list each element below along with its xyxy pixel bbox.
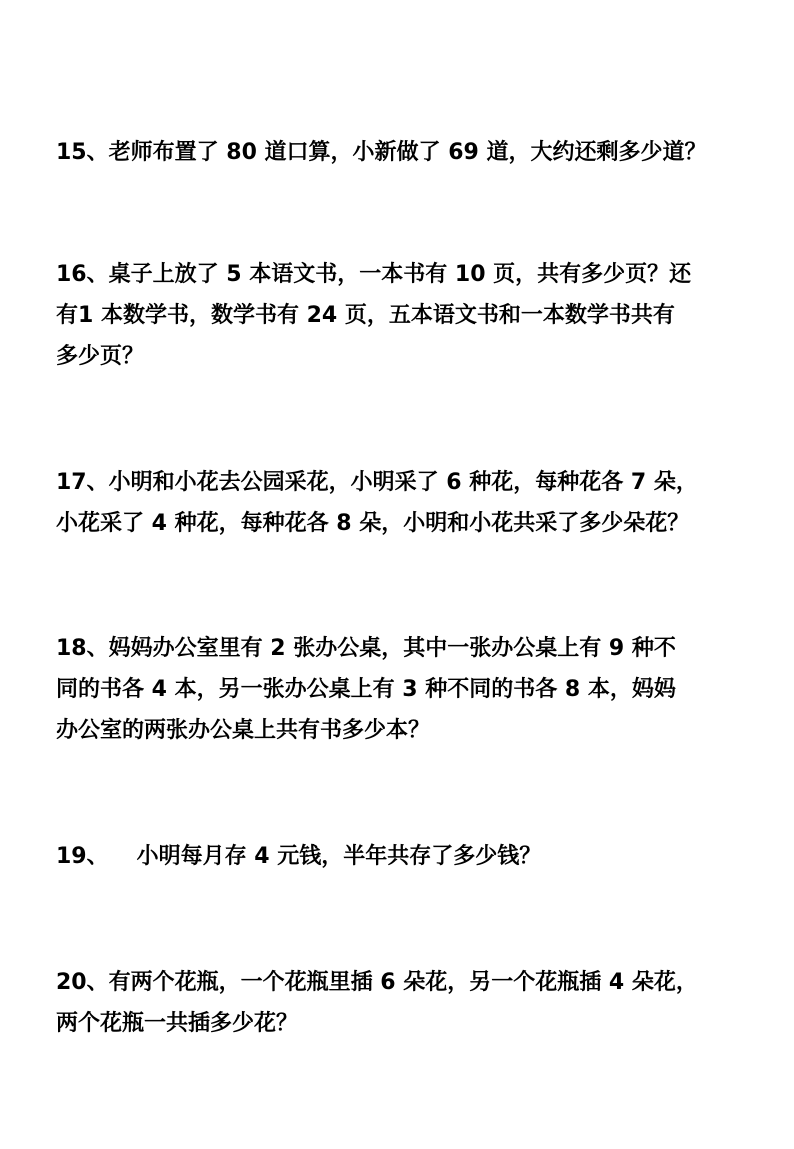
problem-20	[56, 962, 756, 1044]
problem-text: 桌子上放了 5 本语文书，一本书有 10 页，共有多少页？还	[108, 262, 692, 287]
problem-line	[56, 462, 756, 503]
problem-line: 小花采了 4 种花，每种花各 8 朵，小明和小花共采了多少朵花？	[56, 511, 690, 536]
problem-16	[56, 254, 756, 377]
problem-line	[56, 962, 756, 1003]
problem-15	[56, 132, 756, 173]
problem-number: 18、	[56, 636, 109, 661]
problem-line	[56, 628, 756, 669]
problem-17	[56, 462, 756, 544]
problem-18	[56, 628, 756, 751]
problem-text: 小明和小花去公园采花，小明采了 6 种花，每种花各 7 朵，	[108, 470, 698, 495]
problem-line	[56, 836, 756, 877]
problem-line: 有1 本数学书，数学书有 24 页，五本语文书和一本数学书共有	[56, 303, 675, 328]
problem-number: 16、	[56, 262, 109, 287]
problem-text: 妈妈办公室里有 2 张办公桌，其中一张办公桌上有 9 种不	[108, 636, 676, 661]
problem-number: 20、	[56, 970, 109, 995]
problem-line	[56, 132, 756, 173]
problem-line: 同的书各 4 本，另一张办公桌上有 3 种不同的书各 8 本，妈妈	[56, 677, 676, 702]
problem-text: 有两个花瓶，一个花瓶里插 6 朵花，另一个花瓶插 4 朵花，	[108, 970, 698, 995]
problem-number: 17、	[56, 470, 109, 495]
problem-line: 办公室的两张办公桌上共有书多少本？	[56, 718, 431, 743]
problem-line: 两个花瓶一共插多少花？	[56, 1011, 299, 1036]
problem-text: 老师布置了 80 道口算，小新做了 69 道，大约还剩多少道？	[108, 140, 707, 165]
problem-line: 多少页？	[56, 344, 145, 369]
problem-number: 15、	[56, 140, 109, 165]
problem-line	[56, 254, 756, 295]
problem-text: 小明每月存 4 元钱，半年共存了多少钱？	[136, 844, 542, 869]
problem-number: 19、	[56, 844, 109, 869]
problem-19	[56, 836, 756, 877]
